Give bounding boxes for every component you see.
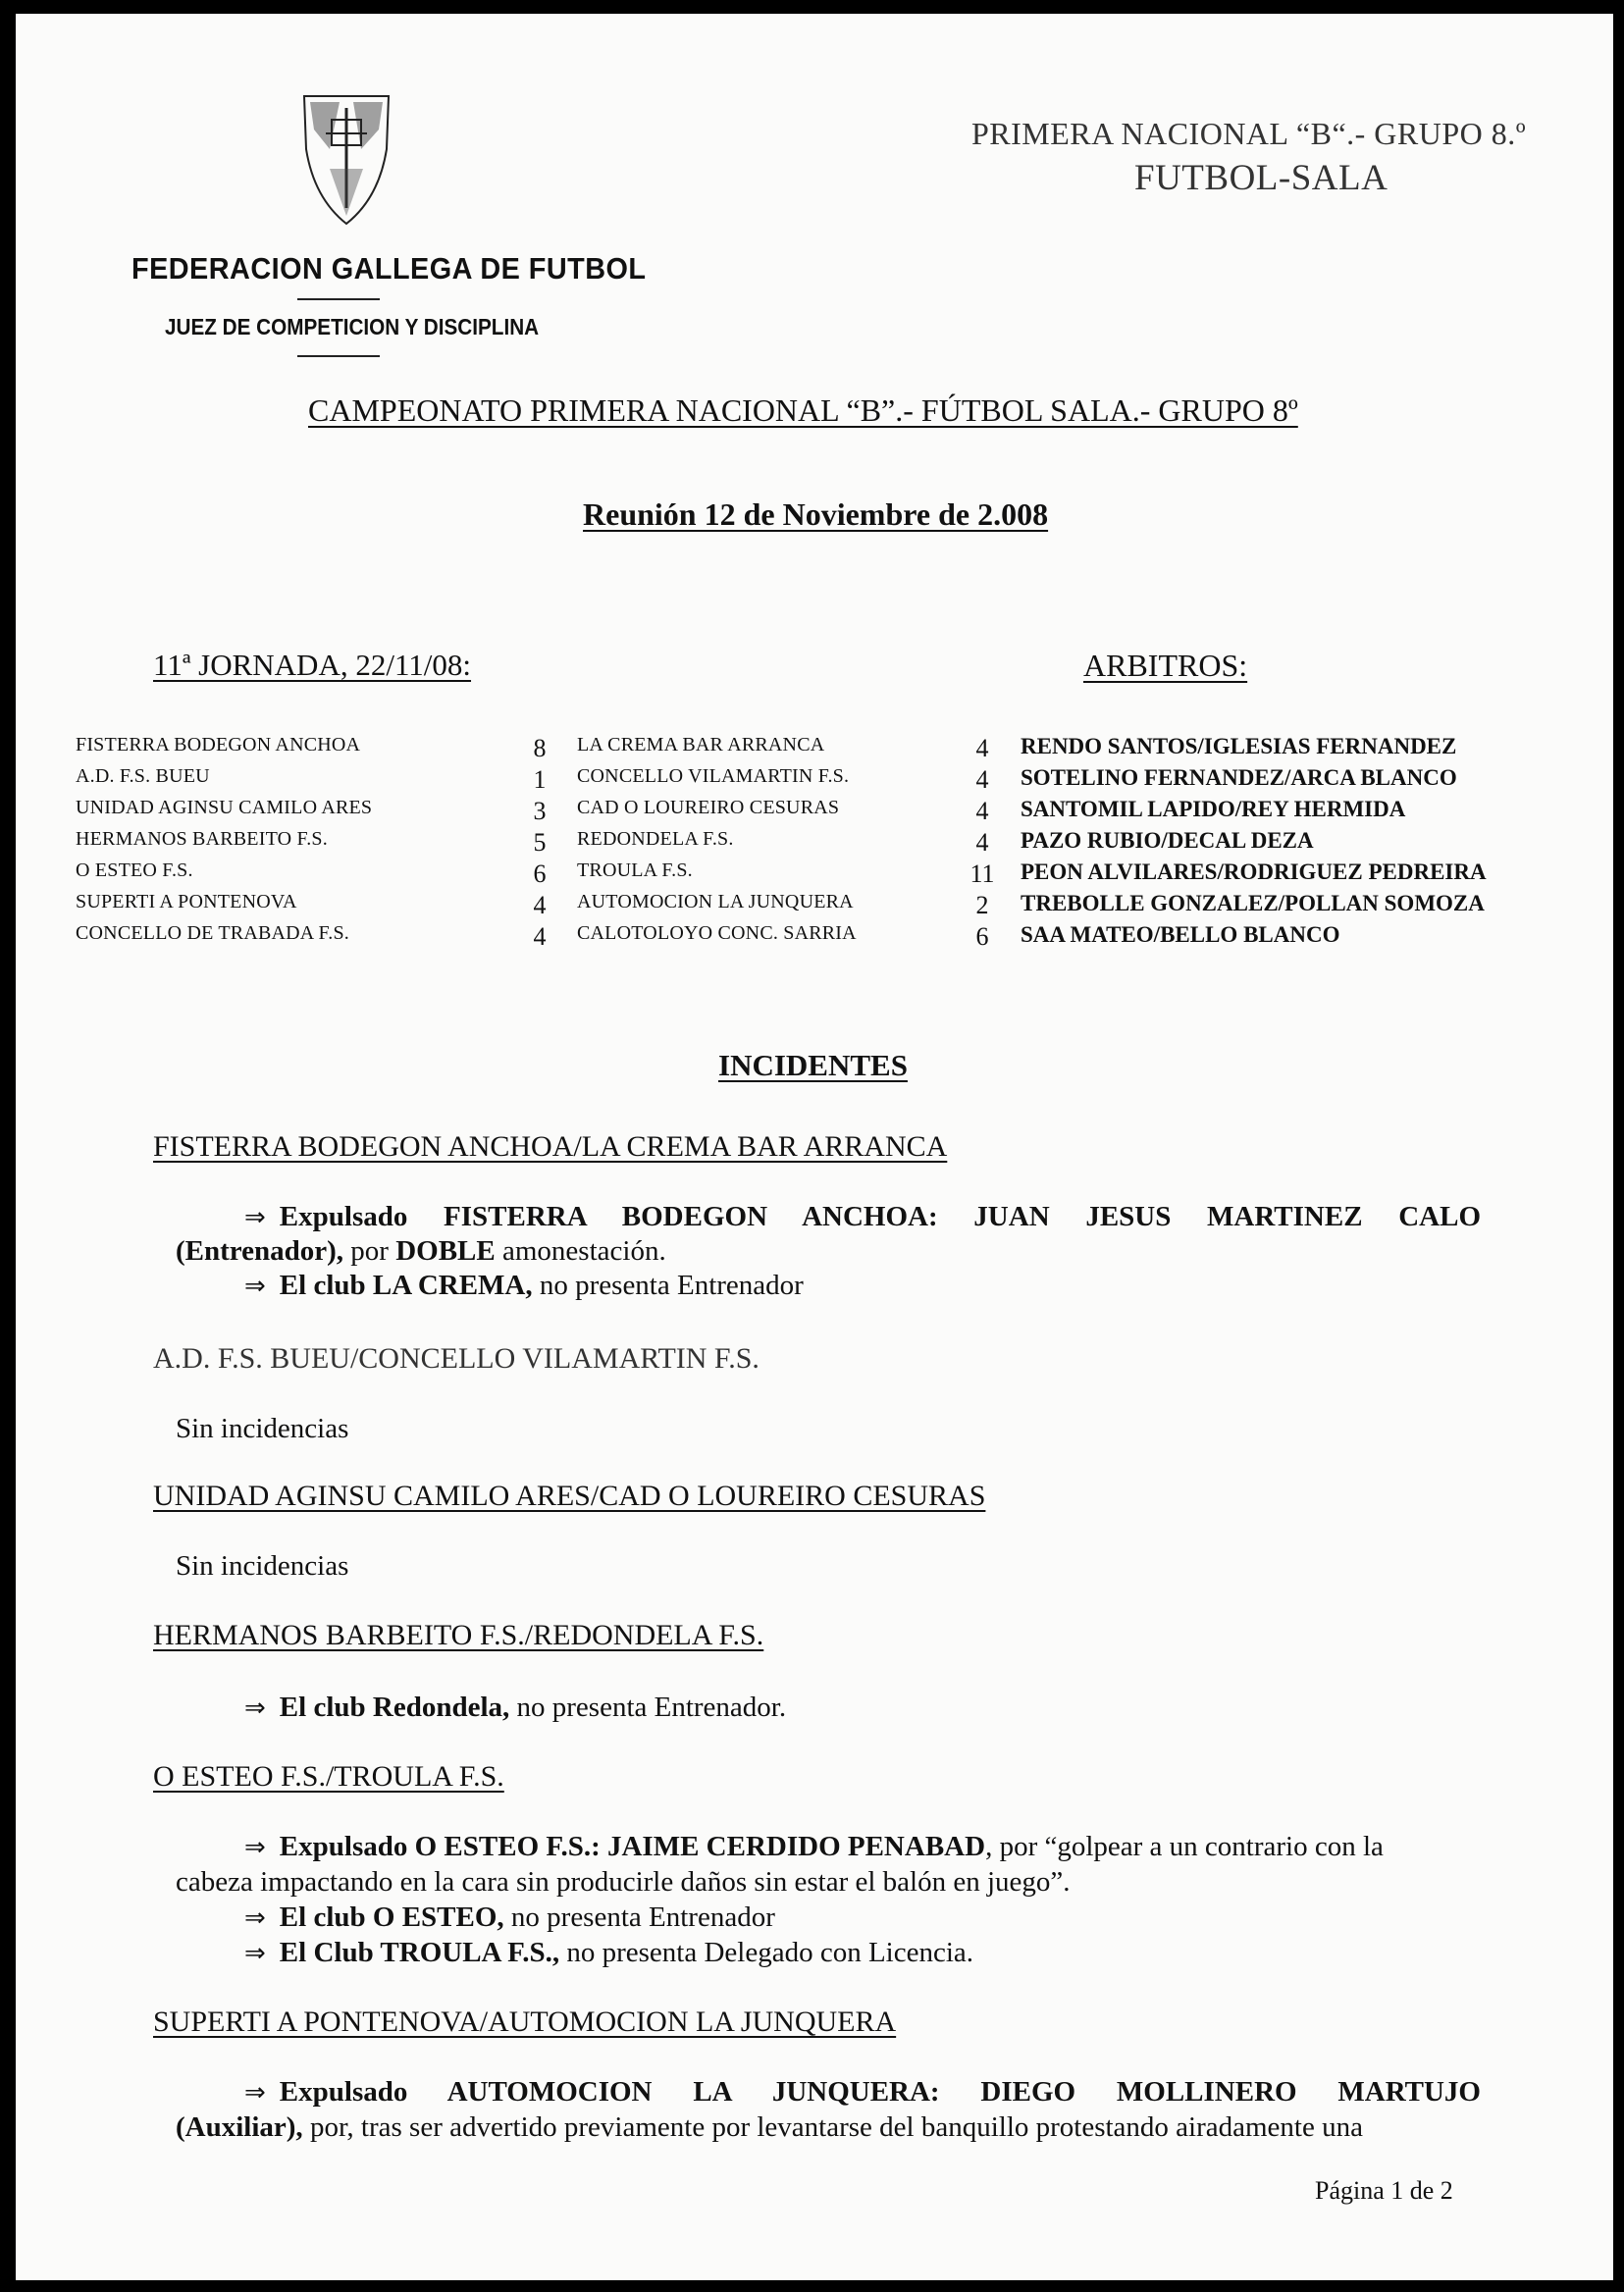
incident-match-title: UNIDAD AGINSU CAMILO ARES/CAD O LOUREIRO CESURAS — [153, 1480, 986, 1512]
competition-header-line1: PRIMERA NACIONAL “B“.- GRUPO 8.º — [971, 116, 1527, 151]
home-goals: 5 — [533, 828, 547, 857]
document-title: CAMPEONATO PRIMERA NACIONAL “B”.- FÚTBOL SALA.- GRUPO 8º — [308, 392, 1298, 428]
arrow-right-icon: ⇒ — [244, 1203, 266, 1232]
home-goals: 4 — [533, 891, 547, 919]
referees: SANTOMIL LAPIDO/REY HERMIDA — [1021, 797, 1406, 821]
expulsion-detail: Expulsado AUTOMOCION LA JUNQUERA: DIEGO MOLLINERO MARTUJO — [279, 2076, 1481, 2108]
away-team: REDONDELA F.S. — [577, 828, 734, 850]
referees-heading: ARBITROS: — [1083, 648, 1248, 683]
round-heading: 11ª JORNADA, 22/11/08: — [153, 648, 472, 682]
away-team: CAD O LOUREIRO CESURAS — [577, 797, 840, 818]
text: no presenta Entrenador. — [509, 1692, 787, 1723]
arrow-right-icon: ⇒ — [244, 1833, 266, 1862]
federation-name: FEDERACION GALLEGA DE FUTBOL — [131, 251, 647, 286]
incident-match-title: HERMANOS BARBEITO F.S./REDONDELA F.S. — [153, 1619, 764, 1651]
club-name: El Club TROULA F.S., — [279, 1937, 560, 1968]
text: no presenta Entrenador — [503, 1901, 775, 1933]
incident-paragraph — [176, 1235, 666, 1268]
away-goals: 2 — [975, 891, 989, 919]
incident-paragraph — [244, 1901, 775, 1934]
incident-paragraph — [244, 1937, 973, 1969]
away-goals: 4 — [975, 797, 989, 825]
header-divider — [297, 298, 380, 300]
incident-match-title: SUPERTI A PONTENOVA/AUTOMOCION LA JUNQUERA — [153, 2006, 897, 2038]
home-team: UNIDAD AGINSU CAMILO ARES — [76, 797, 373, 818]
home-goals: 8 — [533, 734, 547, 762]
incident-match-title: FISTERRA BODEGON ANCHOA/LA CREMA BAR ARRANCA — [153, 1130, 948, 1163]
home-goals: 4 — [533, 922, 547, 951]
away-team: CONCELLO VILAMARTIN F.S. — [577, 765, 850, 787]
no-incidents-text: Sin incidencias — [176, 1413, 349, 1444]
text: no presenta Entrenador — [532, 1270, 804, 1301]
referees: RENDO SANTOS/IGLESIAS FERNANDEZ — [1021, 734, 1457, 758]
text: por — [343, 1235, 396, 1267]
away-goals: 4 — [975, 828, 989, 857]
incident-paragraph — [244, 1692, 786, 1724]
away-team: LA CREMA BAR ARRANCA — [577, 734, 825, 755]
arrow-right-icon: ⇒ — [244, 2078, 266, 2108]
expulsion-role: (Entrenador), — [176, 1235, 344, 1267]
no-incidents-text: Sin incidencias — [176, 1550, 349, 1582]
document-page — [16, 14, 1613, 2280]
home-team: HERMANOS BARBEITO F.S. — [76, 828, 328, 850]
club-name: El club LA CREMA, — [279, 1270, 533, 1301]
home-goals: 3 — [533, 797, 547, 825]
competition-header-line2: FUTBOL-SALA — [1134, 158, 1388, 198]
arrow-right-icon: ⇒ — [244, 1903, 266, 1933]
arrow-right-icon: ⇒ — [244, 1693, 266, 1723]
expulsion-detail: Expulsado O ESTEO F.S.: JAIME CERDIDO PENABAD — [279, 1831, 986, 1862]
home-goals: 6 — [533, 860, 547, 888]
arrow-right-icon: ⇒ — [244, 1939, 266, 1968]
home-team: CONCELLO DE TRABADA F.S. — [76, 922, 349, 944]
home-team: FISTERRA BODEGON ANCHOA — [76, 734, 361, 755]
expulsion-role: (Auxiliar), — [176, 2111, 303, 2143]
referees: TREBOLLE GONZALEZ/POLLAN SOMOZA — [1021, 891, 1485, 915]
away-goals: 4 — [975, 734, 989, 762]
text: no presenta Delegado con Licencia. — [559, 1937, 974, 1968]
incident-paragraph — [176, 2111, 1481, 2144]
club-name: El club Redondela, — [279, 1692, 510, 1723]
away-team: CALOTOLOYO CONC. SARRIA — [577, 922, 857, 944]
federation-shield-logo-icon — [300, 90, 393, 228]
incident-paragraph — [244, 1270, 804, 1302]
page-number: Página 1 de 2 — [1315, 2176, 1453, 2205]
incident-paragraph — [176, 2076, 1481, 2109]
away-goals: 6 — [975, 922, 989, 951]
incident-match-title: O ESTEO F.S./TROULA F.S. — [153, 1760, 504, 1793]
away-goals: 11 — [969, 860, 995, 888]
text: por, tras ser advertido previamente por levantarse del banquillo protestando airadamente una — [302, 2111, 1363, 2143]
incident-paragraph — [176, 1201, 1481, 1233]
incident-match-title: A.D. F.S. BUEU/CONCELLO VILAMARTIN F.S. — [153, 1342, 760, 1375]
incident-paragraph — [244, 1831, 1384, 1863]
referees: PEON ALVILARES/RODRIGUEZ PEDREIRA — [1021, 860, 1487, 884]
away-team: TROULA F.S. — [577, 860, 693, 881]
referees: SOTELINO FERNANDEZ/ARCA BLANCO — [1021, 765, 1457, 790]
club-name: El club O ESTEO, — [279, 1901, 504, 1933]
incidents-heading: INCIDENTES — [718, 1048, 908, 1082]
home-goals: 1 — [533, 765, 547, 794]
expulsion-detail: Expulsado FISTERRA BODEGON ANCHOA: JUAN JESUS MARTINEZ CALO — [279, 1201, 1481, 1232]
referees: PAZO RUBIO/DECAL DEZA — [1021, 828, 1314, 853]
away-team: AUTOMOCION LA JUNQUERA — [577, 891, 854, 912]
home-team: O ESTEO F.S. — [76, 860, 193, 881]
meeting-date: Reunión 12 de Noviembre de 2.008 — [583, 496, 1049, 532]
text: , por “golpear a un contrario con la — [985, 1831, 1384, 1862]
arrow-right-icon: ⇒ — [244, 1272, 266, 1301]
home-team: A.D. F.S. BUEU — [76, 765, 210, 787]
referees: SAA MATEO/BELLO BLANCO — [1021, 922, 1340, 947]
header-divider — [297, 355, 380, 357]
incident-paragraph: cabeza impactando en la cara sin producirle daños sin estar el balón en juego”. — [176, 1866, 1071, 1898]
reason-keyword: DOBLE — [395, 1235, 496, 1267]
away-goals: 4 — [975, 765, 989, 794]
committee-name: JUEZ DE COMPETICION Y DISCIPLINA — [165, 314, 540, 339]
text: amonestación. — [495, 1235, 666, 1267]
home-team: SUPERTI A PONTENOVA — [76, 891, 297, 912]
